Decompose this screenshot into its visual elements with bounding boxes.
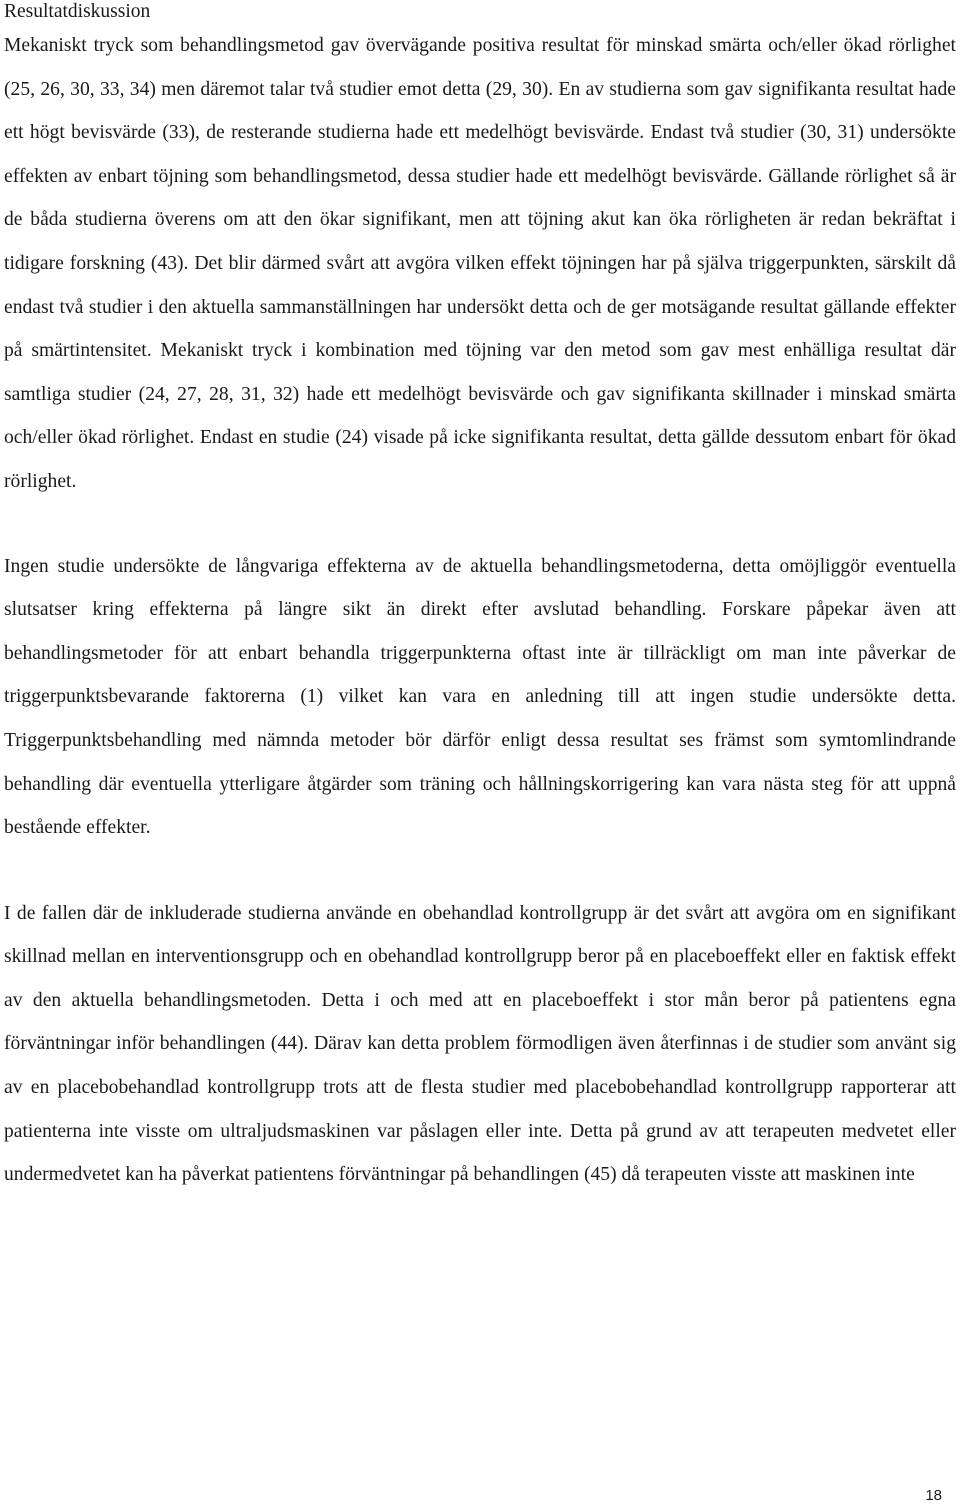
section-heading: Resultatdiskussion: [4, 1, 151, 22]
paragraph-mechanical-pressure: Mekaniskt tryck som behandlingsmetod gav övervägande positiva resultat för minskad smärta och/eller ökad rörlighet (25, 26, 30, 33, 34) men däremot talar två studier emot detta (29, 30). En av studierna som gav signifikanta resultat hade ett högt bevisvärde (33), de resterande studierna hade ett medelhögt bevisvärde. Endast två studier (30, 31) undersökte effekten av enbart töjning som behandlingsmetod, dessa studier hade ett medelhögt bevisvärde. Gällande rörlighet så är de båda studierna överens om att den ökar signifikant, men att töjning akut kan öka rörligheten är redan bekräftat i tidigare forskning (43). Det blir därmed svårt att avgöra vilken effekt töjningen har på själva triggerpunkten, särskilt då endast två studier i den aktuella sammanställningen har undersökt detta och de ger motsägande resultat gällande effekter på smärtintensitet. Mekaniskt tryck i kombination med töjning var den metod som gav mest enhälliga resultat där samtliga studier (24, 27, 28, 31, 32) hade ett medelhögt bevisvärde och gav signifikanta skillnader i minskad smärta och/eller ökad rörlighet. Endast en studie (24) visade på icke signifikanta resultat, detta gällde dessutom enbart för ökad rörlighet.: [4, 35, 956, 492]
paragraph-long-term-effects: Ingen studie undersökte de långvariga effekterna av de aktuella behandlingsmetoderna, detta omöjliggör eventuella slutsatser kring effekterna på längre sikt än direkt efter avslutad behandling. Forskare påpekar även att behandlingsmetoder för att enbart behandla triggerpunkterna oftast inte är tillräckligt om man inte påverkar de triggerpunktsbevarande faktorerna (1) vilket kan vara en anledning till att ingen studie undersökte detta. Triggerpunktsbehandling med nämnda metoder bör därför enligt dessa resultat ses främst som symtomlindrande behandling där eventuella ytterligare åtgärder som träning och hållningskorrigering kan vara nästa steg för att uppnå bestående effekter.: [4, 555, 956, 839]
paragraph-placebo-control: I de fallen där de inkluderade studierna använde en obehandlad kontrollgrupp är det svårt att avgöra om en signifikant skillnad mellan en interventionsgrupp och en obehandlad kontrollgrupp beror på en placeboeffekt eller en faktisk effekt av den aktuella behandlingsmetoden. Detta i och med att en placeboeffekt i stor mån beror på patientens egna förväntningar inför behandlingen (44). Därav kan detta problem förmodligen även återfinnas i de studier som använt sig av en placebobehandlad kontrollgrupp trots att de flesta studier med placebobehandlad kontrollgrupp rapporterar att patienterna inte visste om ultraljudsmaskinen var påslagen eller inte. Detta på grund av att terapeuten medvetet eller undermedvetet kan ha påverkat patientens förväntningar på behandlingen (45) då terapeuten visste att maskinen inte: [4, 902, 956, 1186]
page-number: 18: [925, 1487, 942, 1504]
document-page: [4, 0, 956, 1197]
